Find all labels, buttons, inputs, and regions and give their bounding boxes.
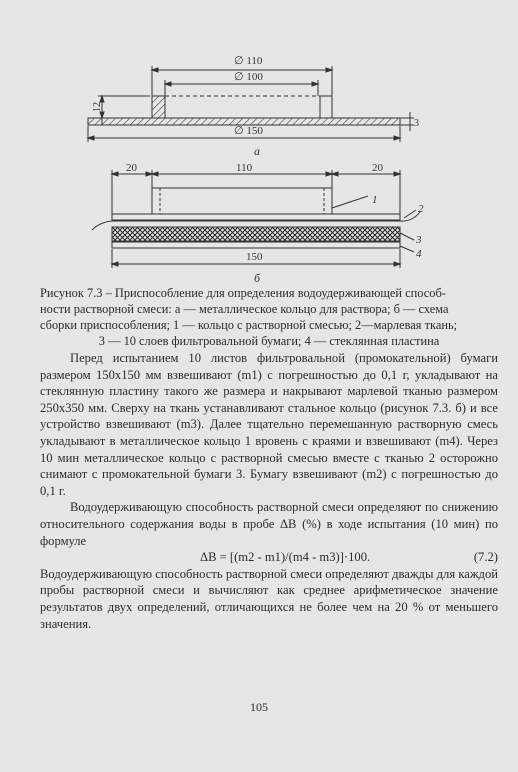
dim-b-20-right: 20 (372, 162, 383, 174)
body-text (40, 350, 498, 632)
caption-line-1: Рисунок 7.3 – Приспособление для определения водоудерживающей способ- (40, 286, 446, 300)
formula-number: (7.2) (473, 550, 498, 565)
caption-line-2: ности растворной смеси: а — металлическое кольцо для раствора; б — схема (40, 302, 449, 316)
paragraph-3: Водоудерживающую способность растворной смеси определяют дважды для каждой пробы растворной смеси и вычисляют как среднее арифметическое значение результатов двух определений, отличающихся не более чем на 20 % от меньшего значения. (40, 566, 498, 631)
formula-7-2 (40, 549, 498, 566)
dim-a-12: 12 (92, 102, 103, 112)
figure-7-3 (0, 0, 518, 285)
dim-a-110: ∅ 110 (234, 55, 263, 67)
paragraph-1: Перед испытанием 10 листов фильтровальной (промокательной) бумаги размером 150х150 мм взвешивают (m1) с погрешностью до 0,1 г, укладывают на стеклянную пластину такого же размера и накрывают марлевой тканью размером 250х350 мм. Сверху на ткань устанавливают стальное кольцо (рисунок 7.3. б) и все устройство взвешивают (m3). Далее тщательно перемешанную растворную смесь укладывают в металлическое кольцо 1 вровень с краями и взвешивают (m4). Через 10 мин металлическое кольцо с растворной смесью вместе с тканью 2 осторожно снимают с промокательной бумаги 3. Бумагу взвешивают (m2) с погрешностью до 0,1 г. (40, 351, 498, 498)
dim-b-150: 150 (246, 251, 263, 263)
label-b: б (254, 271, 261, 285)
callout-2: 2 (418, 203, 424, 215)
dim-b-20-left: 20 (126, 162, 137, 174)
page-number: 105 (250, 700, 268, 714)
dim-a-3: 3 (414, 118, 419, 129)
dim-a-100: ∅ 100 (234, 71, 263, 83)
callout-3: 3 (416, 234, 422, 246)
callout-1: 1 (372, 194, 378, 206)
figure-caption (40, 285, 498, 349)
caption-line-3: сборки приспособления; 1 — кольцо с растворной смесью; 2—марлевая ткань; (40, 318, 458, 332)
label-a: а (254, 144, 260, 158)
paragraph-2: Водоудерживающую способность растворной смеси определяют по снижению относительного содержания воды в пробе ΔВ (%) в ходе испытания (10 мин) по формуле (40, 500, 498, 548)
callout-4: 4 (416, 248, 422, 260)
formula-expression: ΔВ = [(m2 - m1)/(m4 - m3)]·100. (200, 550, 371, 565)
dim-a-150: ∅ 150 (234, 125, 263, 137)
dim-b-110: 110 (236, 162, 253, 174)
caption-line-4: 3 — 10 слоев фильтровальной бумаги; 4 — стеклянная пластина (98, 334, 440, 348)
